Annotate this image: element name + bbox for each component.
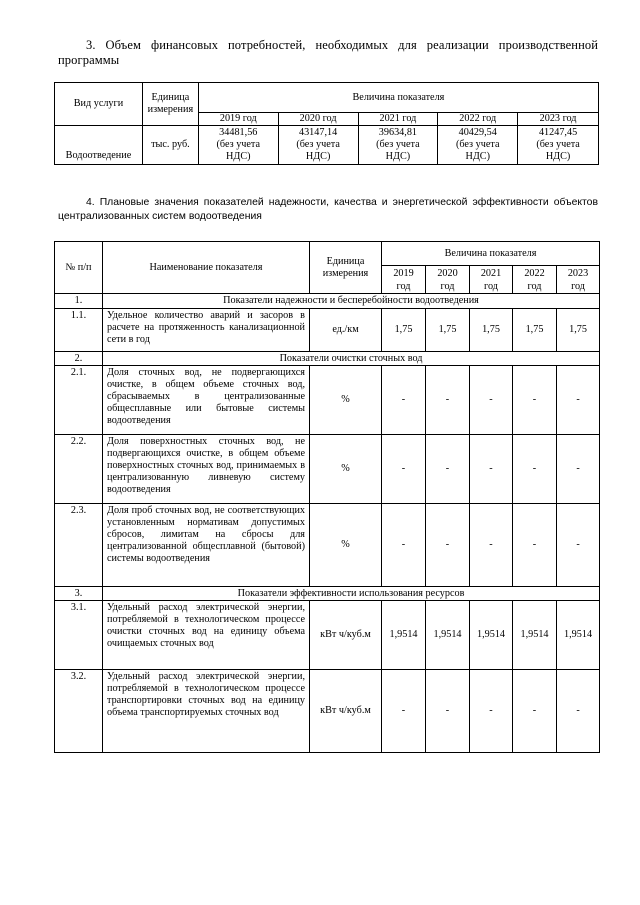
- year-number: 2023: [567, 268, 589, 279]
- value-cell: -: [382, 670, 426, 753]
- table-row: [55, 601, 600, 670]
- value-cell: -: [513, 435, 557, 504]
- year-header: [426, 266, 470, 294]
- value-cell: [518, 126, 599, 165]
- value-note: (без учета: [455, 139, 500, 150]
- value-note: НДС): [545, 151, 571, 162]
- row-number: 3.1.: [55, 601, 103, 670]
- indicator-name: Удельный расход электрической энергии, потребляемой в технологическом процессе очистки сточных вод на единицу объема очищаемых сточных вод: [103, 601, 310, 670]
- row-number: 2.2.: [55, 435, 103, 504]
- col-header-value: Величина показателя: [198, 83, 598, 113]
- value-note: НДС): [385, 151, 411, 162]
- value-note: (без учета: [376, 139, 420, 150]
- col-header-unit: Единица измерения: [310, 242, 382, 294]
- table-row: [55, 309, 600, 352]
- value-amount: 39634,81: [378, 127, 417, 138]
- indicator-name: Доля проб сточных вод, не соответствующих установленным нормативам допустимых сбросов, лимитам на сбросы для централизованной общесплавной (бытовой) системы водоотведения: [103, 504, 310, 587]
- value-amount: 43147,14: [298, 127, 338, 138]
- unit-cell: кВт ч/куб.м: [310, 670, 382, 753]
- section-title: Показатели очистки сточных вод: [103, 352, 600, 366]
- indicator-name: Доля сточных вод, не подвергающихся очистке, в общем объеме сточных вод, сбрасываемых в централизованные общесплавные или бытовые системы водоотведения: [103, 366, 310, 435]
- row-number: 2.1.: [55, 366, 103, 435]
- value-amount: 34481,56: [219, 127, 258, 138]
- section-title: Показатели надежности и бесперебойности водоотведения: [103, 294, 600, 309]
- value-cell: -: [513, 366, 557, 435]
- year-header: [382, 266, 426, 294]
- year-header: 2023 год: [518, 113, 599, 126]
- value-note: (без учета: [296, 139, 340, 150]
- row-number: 3.2.: [55, 670, 103, 753]
- value-note: НДС): [465, 151, 490, 162]
- year-word: год: [440, 281, 455, 292]
- year-header: 2020 год: [278, 113, 358, 126]
- value-cell: -: [470, 435, 513, 504]
- value-cell: -: [513, 670, 557, 753]
- year-word: год: [396, 281, 411, 292]
- unit-cell: %: [310, 435, 382, 504]
- indicator-name: Доля поверхностных сточных вод, не подвергающихся очистке, в общем объеме поверхностных сточных вод, принимаемых в централизованную ливневую систему водоотведения: [103, 435, 310, 504]
- value-cell: [358, 126, 438, 165]
- unit-cell: %: [310, 504, 382, 587]
- year-number: 2019: [393, 268, 414, 279]
- col-header-value: Величина показателя: [382, 242, 600, 266]
- value-cell: -: [557, 435, 600, 504]
- section-row: [55, 352, 600, 366]
- value-cell: -: [557, 366, 600, 435]
- section-row: [55, 587, 600, 601]
- value-note: НДС): [226, 151, 251, 162]
- service-cell: Водоотведение: [55, 126, 143, 165]
- section-4-title: 4. Плановые значения показателей надежности, качества и энергетической эффективности объектов централизованных систем водоотведения: [58, 197, 598, 222]
- unit-cell: %: [310, 366, 382, 435]
- value-cell: -: [382, 504, 426, 587]
- row-number: 1.1.: [55, 309, 103, 352]
- row-number: 2.: [55, 352, 103, 366]
- unit-cell: ед./км: [310, 309, 382, 352]
- indicator-name: Удельное количество аварий и засоров в расчете на протяженность канализационной сети в год: [103, 309, 310, 352]
- table-row: [55, 435, 600, 504]
- year-number: 2021: [480, 268, 502, 279]
- unit-cell: кВт ч/куб.м: [310, 601, 382, 670]
- value-cell: 1,9514: [470, 601, 513, 670]
- value-cell: 1,75: [426, 309, 470, 352]
- value-cell: -: [382, 435, 426, 504]
- value-amount: 41247,45: [538, 127, 578, 138]
- year-header: 2022 год: [438, 113, 518, 126]
- unit-cell: тыс. руб.: [142, 126, 198, 165]
- value-cell: -: [426, 366, 470, 435]
- year-header: 2021 год: [358, 113, 438, 126]
- table-header-row: [55, 83, 599, 113]
- value-cell: 1,75: [470, 309, 513, 352]
- value-cell: -: [426, 435, 470, 504]
- indicators-table: [54, 241, 600, 753]
- value-note: НДС): [305, 151, 331, 162]
- year-header: 2019 год: [198, 113, 278, 126]
- value-note: (без учета: [536, 139, 580, 150]
- value-cell: -: [557, 504, 600, 587]
- col-header-service: Вид услуги: [55, 83, 143, 126]
- value-cell: 1,9514: [513, 601, 557, 670]
- section-row: [55, 294, 600, 309]
- value-cell: 1,75: [382, 309, 426, 352]
- table-row: [55, 126, 599, 165]
- value-cell: 1,75: [557, 309, 600, 352]
- value-cell: [198, 126, 278, 165]
- indicator-name: Удельный расход электрической энергии, потребляемой в технологическом процессе транспортировки сточных вод на единицу объема транспортируемых сточных вод: [103, 670, 310, 753]
- value-cell: -: [426, 670, 470, 753]
- col-header-name: Наименование показателя: [103, 242, 310, 294]
- value-cell: 1,9514: [557, 601, 600, 670]
- value-cell: -: [557, 670, 600, 753]
- value-cell: 1,9514: [382, 601, 426, 670]
- section-3-title: 3. Объем финансовых потребностей, необходимых для реализации производственной программы: [58, 38, 598, 67]
- value-cell: [278, 126, 358, 165]
- table-row: [55, 670, 600, 753]
- row-number: 3.: [55, 587, 103, 601]
- value-note: (без учета: [216, 139, 261, 150]
- section-title: Показатели эффективности использования ресурсов: [103, 587, 600, 601]
- year-number: 2020: [437, 268, 458, 279]
- col-header-unit: Единица измерения: [142, 83, 198, 126]
- financial-needs-table: [54, 82, 599, 165]
- value-cell: -: [382, 366, 426, 435]
- row-number: 1.: [55, 294, 103, 309]
- value-amount: 40429,54: [458, 127, 497, 138]
- year-word: год: [571, 281, 585, 292]
- value-cell: -: [426, 504, 470, 587]
- year-header: [557, 266, 600, 294]
- value-cell: -: [470, 504, 513, 587]
- year-header: [513, 266, 557, 294]
- row-number: 2.3.: [55, 504, 103, 587]
- value-cell: 1,75: [513, 309, 557, 352]
- col-header-num: № п/п: [55, 242, 103, 294]
- table-row: [55, 504, 600, 587]
- value-cell: -: [470, 366, 513, 435]
- year-word: год: [484, 281, 498, 292]
- table-row: [55, 366, 600, 435]
- table-header-row: [55, 242, 600, 266]
- value-cell: -: [513, 504, 557, 587]
- value-cell: 1,9514: [426, 601, 470, 670]
- value-cell: -: [470, 670, 513, 753]
- value-cell: [438, 126, 518, 165]
- year-number: 2022: [524, 268, 545, 279]
- year-header: [470, 266, 513, 294]
- year-word: год: [527, 281, 542, 292]
